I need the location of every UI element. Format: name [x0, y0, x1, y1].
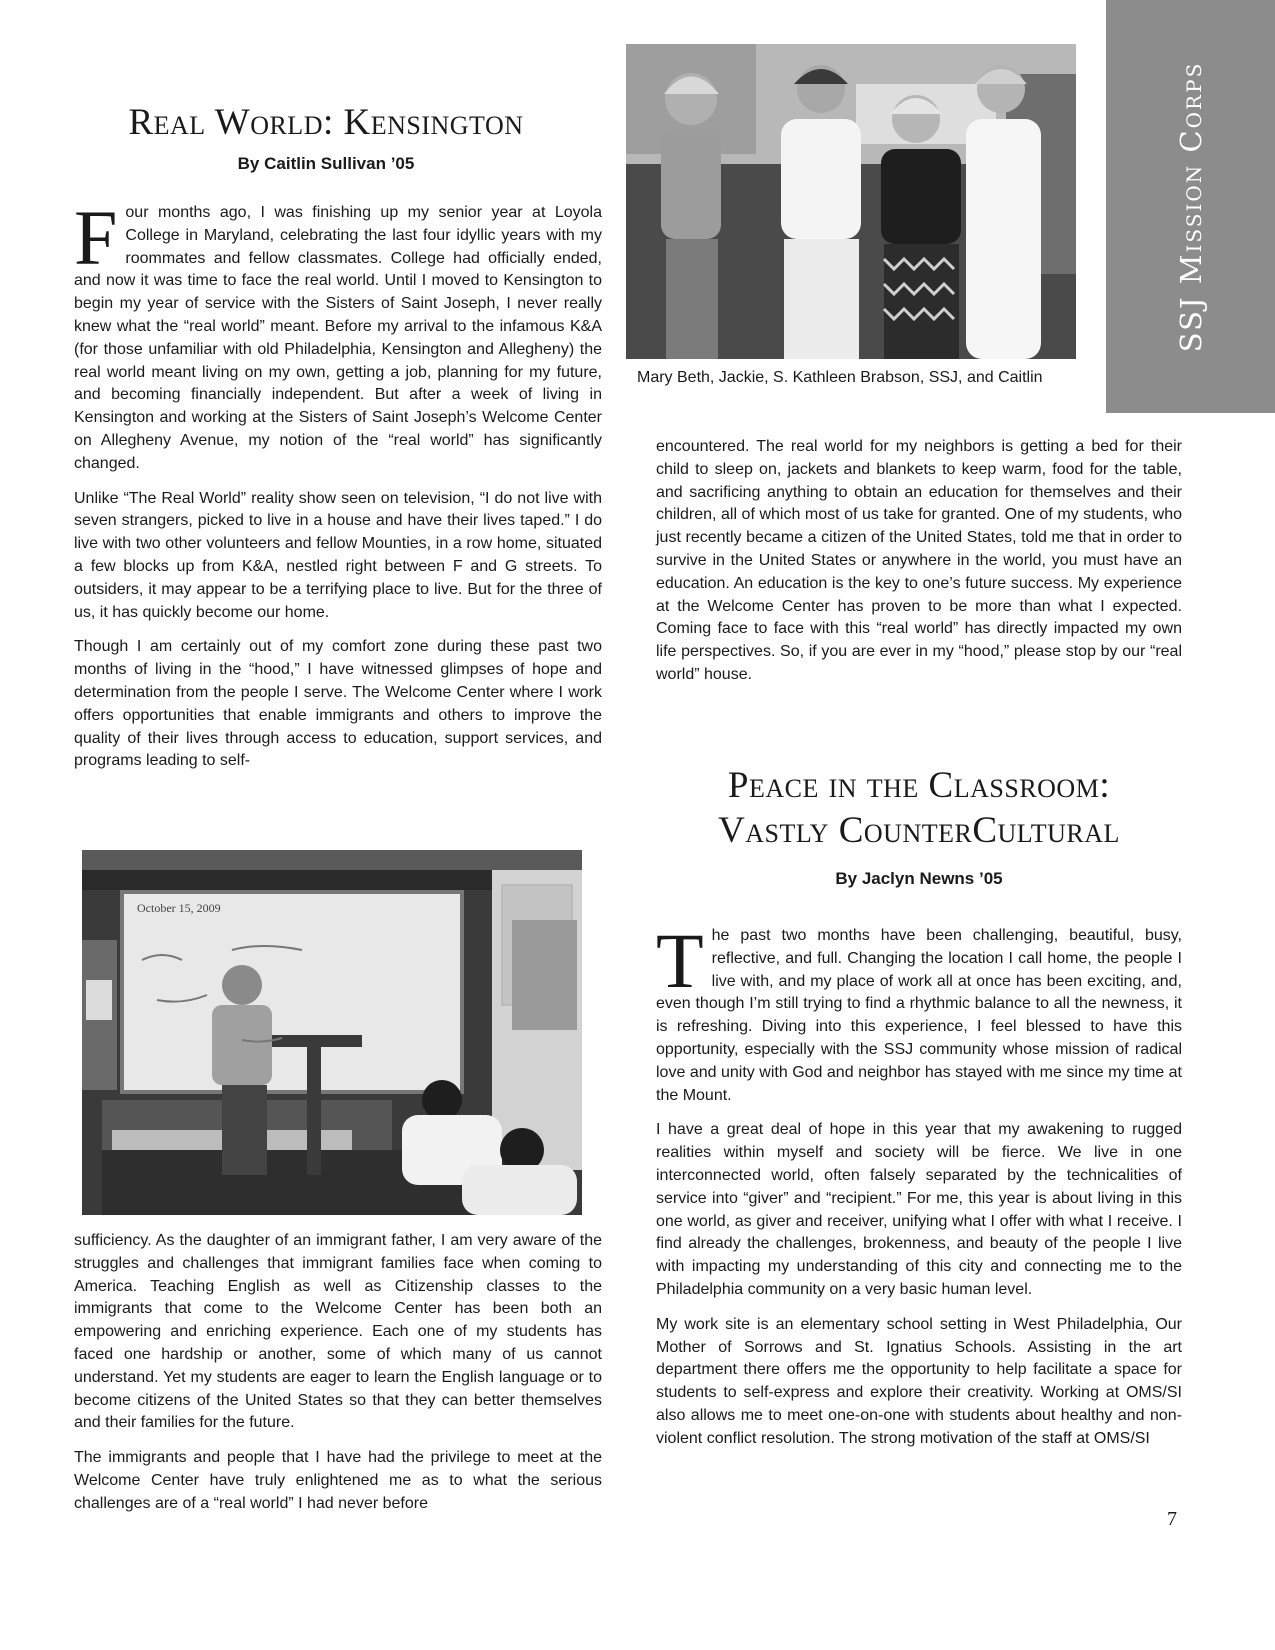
article1-paragraph-3: Though I am certainly out of my comfort zone during these past two months of living in the “hood,” I have witnessed glimpses of hope and determination from the people I serve. The Welcome Center where I work offers opportunities that enable immigrants and others to improve the quality of their lives through access to education, support services, and programs leading to self- — [74, 638, 602, 770]
article1-paragraph-5: The immigrants and people that I have had the privilege to meet at the Welcome Center have truly enlightened me as to what the serious challenges are of a “real world” I had never before — [74, 1449, 602, 1512]
article2-paragraph-1-text: he past two months have been challenging, beautiful, busy, reflective, and full. Changing the location I call home, the people I live with, and my place of work all at once has been exciting, and, even though I’m still trying to find a rhythmic balance to all the newness, it is refreshing. Diving into this experience, I feel blessed to have this opportunity, especially with the SSJ community whose mission of radical love and unity with God and neighbor has stayed with me since my time at the Mount. — [656, 927, 1182, 1104]
article1-column-bottom — [74, 1230, 602, 1528]
group-photo — [626, 44, 1076, 359]
article2-byline: By Jaclyn Newns ’05 — [835, 869, 1003, 888]
board-date: October 15, 2009 — [137, 901, 221, 915]
article1-byline: By Caitlin Sullivan ’05 — [237, 154, 415, 173]
article2-title-line2: Vastly CounterCultural — [718, 810, 1120, 851]
article2-body — [656, 917, 1182, 1463]
article1-column-top — [74, 194, 602, 785]
article1-paragraph-1 — [74, 194, 602, 476]
article1-title: Real World: Kensington — [128, 102, 524, 143]
group-photo-image — [626, 44, 1076, 359]
classroom-photo — [82, 850, 582, 1215]
article1-paragraph-4: sufficiency. As the daughter of an immigrant father, I am very aware of the struggles and challenges that immigrant families face when coming to America. Teaching English as well as Citizenship classes to the immigrants that come to the Welcome Center has been both an empowering and enriching experience. Each one of my students has faced one hardship or another, some of which many of us cannot understand. Yet my students are eager to learn the English language or to become citizens of the United States so that they can better themselves and their families for the future. — [74, 1232, 602, 1432]
article1-paragraph-6: encountered. The real world for my neighbors is getting a bed for their child to sleep on, jackets and blankets to keep warm, food for the table, and sacrificing anything to obtain an education for themselves and their children, all of which most of us take for granted. One of my students, who just recently became a citizen of the United States, told me that in order to survive in the United States or anywhere in the world, you must have an education. An education is the key to one’s future success. My experience at the Welcome Center has proven to be more than what I expected. Coming face to face with this “real world” has directly impacted my own life perspectives. So, if you are ever in my “hood,” please stop by our “real world” house. — [656, 438, 1182, 683]
article2-title-line1: Peace in the Classroom: — [727, 765, 1111, 806]
article2-dropcap: T — [656, 917, 704, 1004]
section-tab-label: SSJ Mission Corps — [1173, 61, 1208, 352]
section-tab — [1106, 0, 1275, 413]
article2-paragraph-3: My work site is an elementary school setting in West Philadelphia, Our Mother of Sorrows and St. Ignatius Schools. Assisting in the art department there offers me the opportunity to help facilitate a space for students to self-express and explore their creativity. Working at OMS/SI also allows me to meet one-on-one with students about healthy and non-violent conflict resolution. The strong motivation of the staff at OMS/SI — [656, 1315, 1182, 1447]
article2-paragraph-1 — [656, 917, 1182, 1107]
article1-paragraph-1-text: our months ago, I was finishing up my senior year at Loyola College in Maryland, celebrating the last four idyllic years with my roommates and fellow classmates. College had officially ended, and now it was time to face the real world. Until I moved to Kensington to begin my year of service with the Sisters of Saint Joseph, I never really knew what the “real world” meant. Before my arrival to the infamous K&A (for those unfamiliar with old Philadelphia, Kensington and Allegheny) the real world meant living on my own, getting a job, planning for my future, and becoming financially independent. But after a week of living in Kensington and working at the Sisters of Saint Joseph’s Welcome Center on Allegheny Avenue, my notion of the “real world” has significantly changed. — [74, 204, 602, 472]
article1-dropcap: F — [74, 194, 118, 281]
article1-column-continued — [656, 436, 1182, 699]
article1-paragraph-2: Unlike “The Real World” reality show seen on television, “I do not live with seven strangers, picked to live in a house and have their lives taped.” I do live with two other volunteers and fellow Mounties, in a row home, situated a few blocks up from K&A, nestled right between F and G streets. To outsiders, it may appear to be a terrifying place to live. But for the three of us, it has quickly become our home. — [74, 489, 602, 621]
group-photo-caption: Mary Beth, Jackie, S. Kathleen Brabson, SSJ, and Caitlin — [637, 369, 1043, 386]
page-number: 7 — [1167, 1508, 1177, 1530]
article2-paragraph-2: I have a great deal of hope in this year that my awakening to rugged realities within myself and society will be fierce. We live in one interconnected world, often falsely separated by the technicalities of service into “giver” and “recipient.” For me, this year is about living in this one world, as giver and receiver, unifying what I offer with what I receive. I find already the challenges, brokenness, and beauty of the people I live with impacting my understanding of this city and connecting me to the Philadelphia community on a very basic human level. — [656, 1121, 1182, 1298]
classroom-photo-image — [82, 850, 582, 1215]
